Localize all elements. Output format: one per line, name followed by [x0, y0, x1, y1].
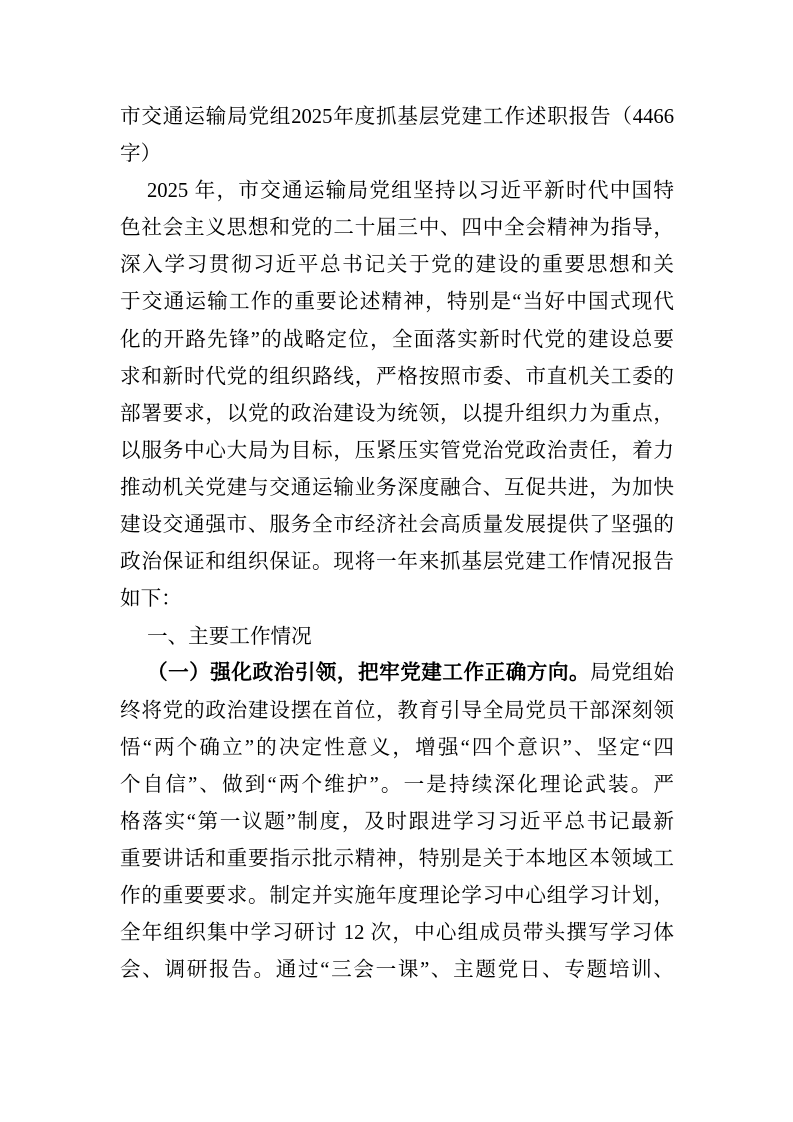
intro-paragraph-line: 以服务中心大局为目标，压紧压实管党治党政治责任，着力: [120, 439, 674, 462]
intro-paragraph-line: 色社会主义思想和党的二十届三中、四中全会精神为指导，: [120, 217, 674, 240]
subsection-paragraph-line: 重要讲话和重要指示批示精神，特别是关于本地区本领域工: [120, 847, 674, 870]
section-heading: 一、主要工作情况: [147, 624, 312, 649]
intro-paragraph-line: 推动机关党建与交通运输业务深度融合、互促共进，为加快: [120, 476, 674, 499]
subsection-paragraph-line: 全年组织集中学习研讨 12 次，中心组成员带头撰写学习体: [120, 922, 674, 945]
subsection-paragraph-line: 格落实“第一议题”制度，及时跟进学习习近平总书记最新: [120, 810, 674, 833]
intro-paragraph-line: 2025 年，市交通运输局党组坚持以习近平新时代中国特: [147, 180, 674, 203]
document-body: [120, 99, 674, 989]
document-title-line: 市交通运输局党组2025年度抓基层党建工作述职报告（4466: [120, 106, 674, 128]
intro-paragraph-line: 部署要求，以党的政治建设为统领，以提升组织力为重点，: [120, 402, 674, 425]
intro-paragraph-line: 如下：: [120, 588, 182, 611]
intro-paragraph-line: 于交通运输工作的重要论述精神，特别是“当好中国式现代: [120, 291, 674, 314]
subsection-paragraph-line: 作的重要要求。制定并实施年度理论学习中心组学习计划，: [120, 884, 674, 907]
intro-paragraph-line: 建设交通强市、服务全市经济社会高质量发展提供了坚强的: [120, 514, 674, 537]
subsection-paragraph-line: 会、调研报告。通过“三会一课”、主题党日、专题培训、: [120, 959, 674, 982]
intro-paragraph-line: 深入学习贯彻习近平总书记关于党的建设的重要思想和关: [120, 254, 674, 277]
intro-paragraph-line: 政治保证和组织保证。现将一年来抓基层党建工作情况报告: [120, 551, 674, 574]
document-title-line: 字）: [120, 143, 162, 166]
subsection-paragraph-line: 悟“两个确立”的决定性意义，增强“四个意识”、坚定“四: [120, 736, 674, 759]
intro-paragraph-line: 化的开路先锋”的战略定位，全面落实新时代党的建设总要: [120, 328, 674, 351]
subsection-lead-line: [120, 655, 674, 692]
subsection-lead-text: 局党组始: [590, 662, 675, 685]
subsection-paragraph-line: 终将党的政治建设摆在首位，教育引导全局党员干部深刻领: [120, 699, 674, 722]
intro-paragraph-line: 求和新时代党的组织路线，严格按照市委、市直机关工委的: [120, 365, 674, 388]
subsection-bold-heading: （一）强化政治引领，把牢党建工作正确方向。: [147, 662, 591, 685]
subsection-paragraph-line: 个自信”、做到“两个维护”。一是持续深化理论武装。严: [120, 773, 674, 796]
